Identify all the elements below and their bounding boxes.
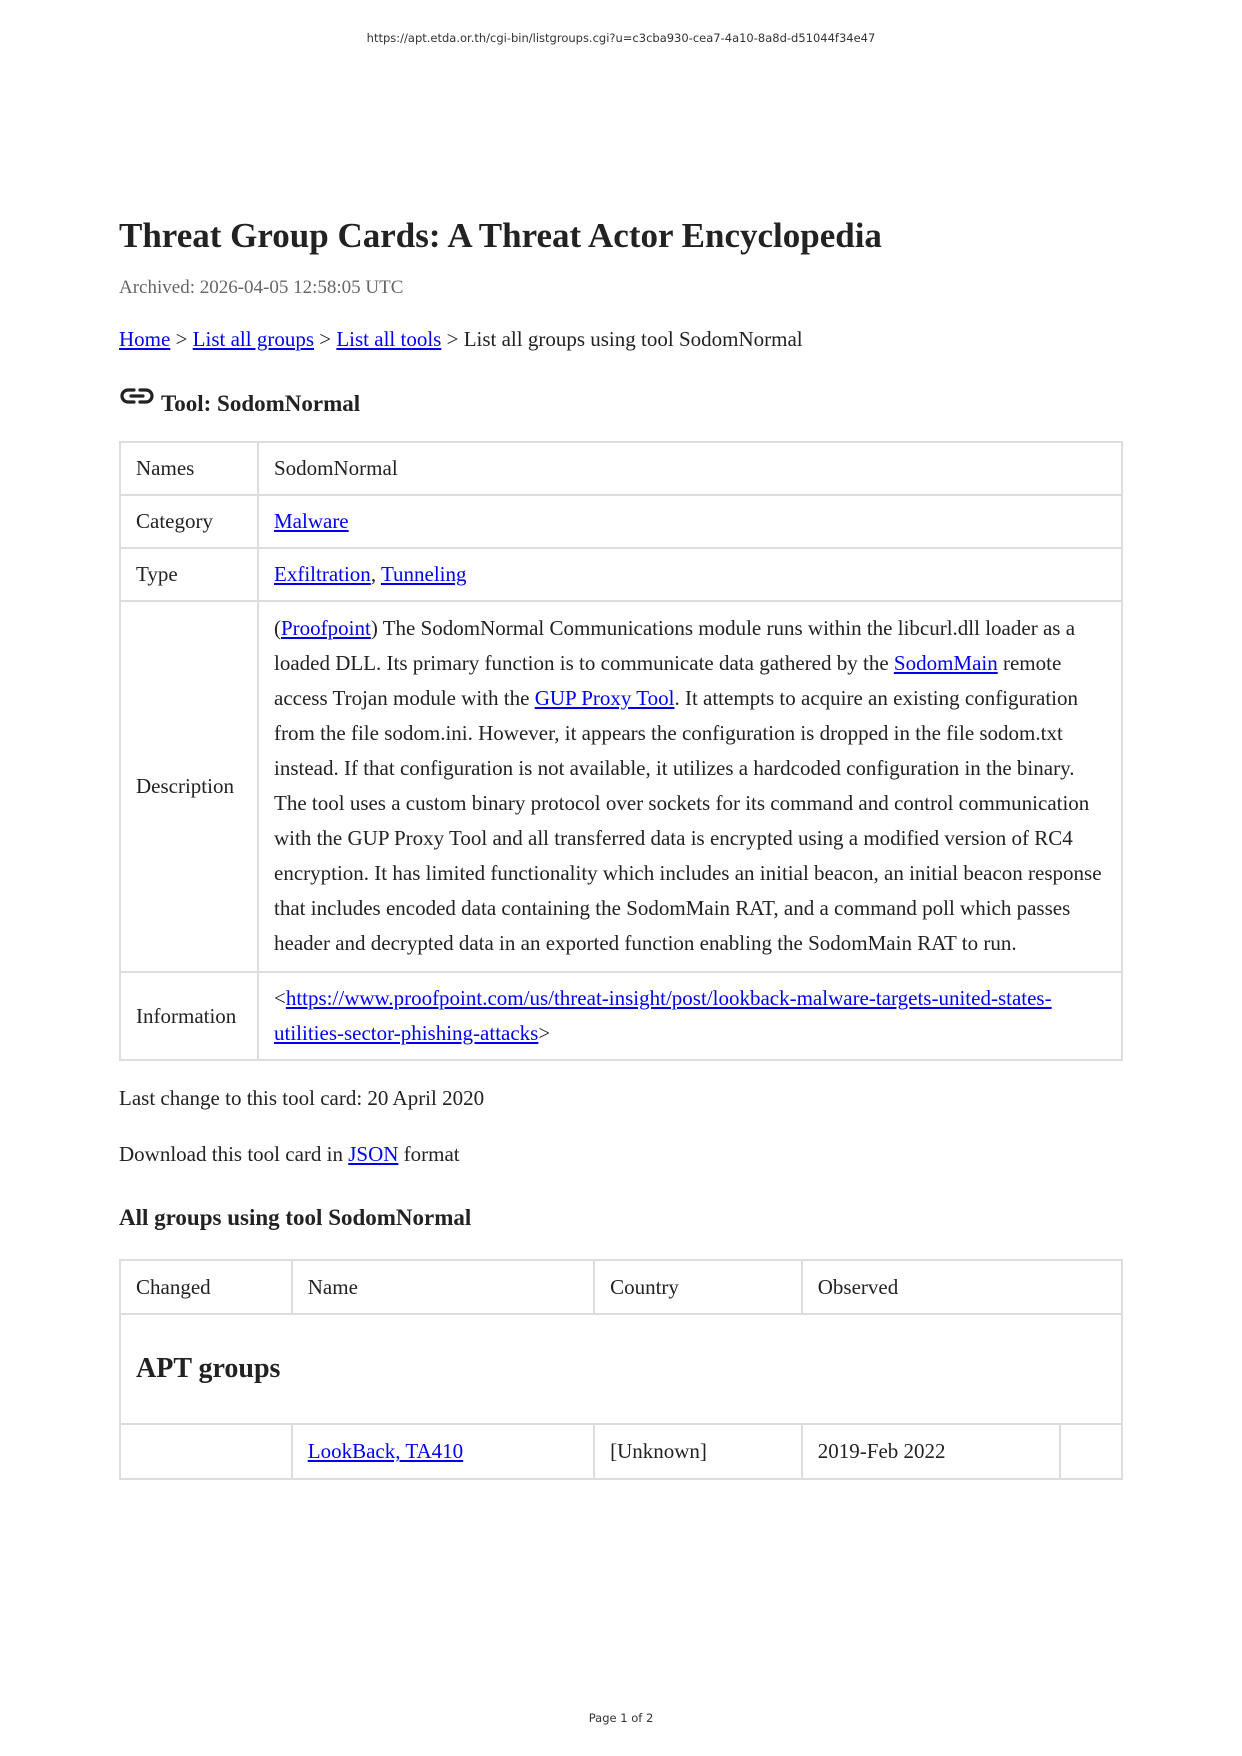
description-label: Description [120, 601, 258, 972]
type-exfiltration-link[interactable]: Exfiltration [274, 562, 371, 586]
column-header-changed: Changed [120, 1260, 292, 1314]
table-row [120, 495, 1122, 548]
category-label: Category [120, 495, 258, 548]
table-row [120, 442, 1122, 495]
empty-cell [1060, 1424, 1122, 1479]
json-download-link[interactable]: JSON [348, 1142, 399, 1166]
section-cell [120, 1314, 1122, 1424]
desc-open-paren: ( [274, 616, 281, 640]
desc-text-part: remote access Trojan module with the [274, 651, 1062, 710]
information-label: Information [120, 972, 258, 1060]
tool-heading [119, 381, 1123, 419]
table-section-row [120, 1314, 1122, 1424]
table-row [120, 548, 1122, 601]
tool-title: Tool: SodomNormal [161, 391, 361, 416]
proofpoint-article-link[interactable]: https://www.proofpoint.com/us/threat-insight/post/lookback-malware-targets-united-states-utilities-sector-phishing-attacks [274, 986, 1052, 1045]
sodommain-link[interactable]: SodomMain [893, 651, 998, 675]
desc-text-part: . It attempts to acquire an existing configuration from the file sodom.ini. However, it appears the configuration is dropped in the file sodom.txt instead. If that configuration is not available, it utilizes a hardcoded configuration in the binary. [274, 686, 1079, 780]
column-header-country: Country [594, 1260, 802, 1314]
observed-cell: 2019-Feb 2022 [802, 1424, 1060, 1479]
type-label: Type [120, 548, 258, 601]
breadcrumb-separator: > [446, 327, 459, 351]
breadcrumb-current: List all groups using tool SodomNormal [463, 327, 803, 351]
breadcrumb-separator: > [175, 327, 188, 351]
print-url-header: https://apt.etda.or.th/cgi-bin/listgroups.cgi?u=c3cba930-cea7-4a10-8a8d-d51044f34e47 [366, 31, 876, 45]
breadcrumb-tools-link[interactable]: List all tools [336, 327, 442, 351]
table-row [120, 972, 1122, 1060]
gup-proxy-tool-link[interactable]: GUP Proxy Tool [534, 686, 675, 710]
info-gt: > [538, 1021, 551, 1045]
type-tunneling-link[interactable]: Tunneling [380, 562, 467, 586]
breadcrumb [119, 323, 1123, 355]
description-paragraph [274, 611, 1106, 786]
download-line [119, 1138, 1123, 1170]
table-row [120, 601, 1122, 972]
link-icon [119, 381, 155, 411]
proofpoint-source-link[interactable]: Proofpoint [281, 616, 371, 640]
page-number: Page 1 of 2 [588, 1711, 654, 1725]
download-text: format [398, 1142, 460, 1166]
main-content [119, 206, 1123, 1480]
download-text: Download this tool card in [119, 1142, 349, 1166]
description-paragraph: The tool uses a custom binary protocol over sockets for its command and control communication with the GUP Proxy Tool and all transferred data is encrypted using a modified version of RC4 encryption. It has limited functionality which includes an initial beacon, an initial beacon response that includes encoded data containing the SodomMain RAT, and a command poll which passes header and decrypted data in an exported function enabling the SodomMain RAT to run. [274, 791, 1102, 955]
country-cell: [Unknown] [594, 1424, 802, 1479]
section-title: APT groups [136, 1353, 281, 1384]
category-malware-link[interactable]: Malware [274, 509, 349, 533]
changed-cell [120, 1424, 292, 1479]
archived-timestamp: Archived: 2026-04-05 12:58:05 UTC [119, 277, 404, 298]
info-lt: < [274, 986, 286, 1010]
names-label: Names [120, 442, 258, 495]
breadcrumb-home-link[interactable]: Home [119, 327, 171, 351]
tool-info-table [119, 441, 1123, 1061]
type-separator: , [370, 562, 381, 586]
groups-table [119, 1259, 1123, 1480]
information-cell [258, 972, 1122, 1060]
table-header-row [120, 1260, 1122, 1314]
column-header-name: Name [292, 1260, 594, 1314]
name-cell [292, 1424, 594, 1479]
type-cell [258, 548, 1122, 601]
breadcrumb-groups-link[interactable]: List all groups [192, 327, 314, 351]
column-header-observed: Observed [802, 1260, 1122, 1314]
table-row [120, 1424, 1122, 1479]
description-cell [258, 601, 1122, 972]
names-value: SodomNormal [258, 442, 1122, 495]
group-name-link[interactable]: LookBack, TA410 [307, 1439, 464, 1463]
groups-heading: All groups using tool SodomNormal [119, 1205, 472, 1230]
breadcrumb-separator: > [319, 327, 332, 351]
page-title: Threat Group Cards: A Threat Actor Encyclopedia [119, 216, 882, 255]
desc-text-part: ) The SodomNormal Communications module runs within the libcurl.dll loader as a loaded DLL. Its primary function is to communicate data gathered by the [274, 616, 1076, 675]
category-cell [258, 495, 1122, 548]
last-change-text: Last change to this tool card: 20 April 2020 [119, 1086, 485, 1110]
